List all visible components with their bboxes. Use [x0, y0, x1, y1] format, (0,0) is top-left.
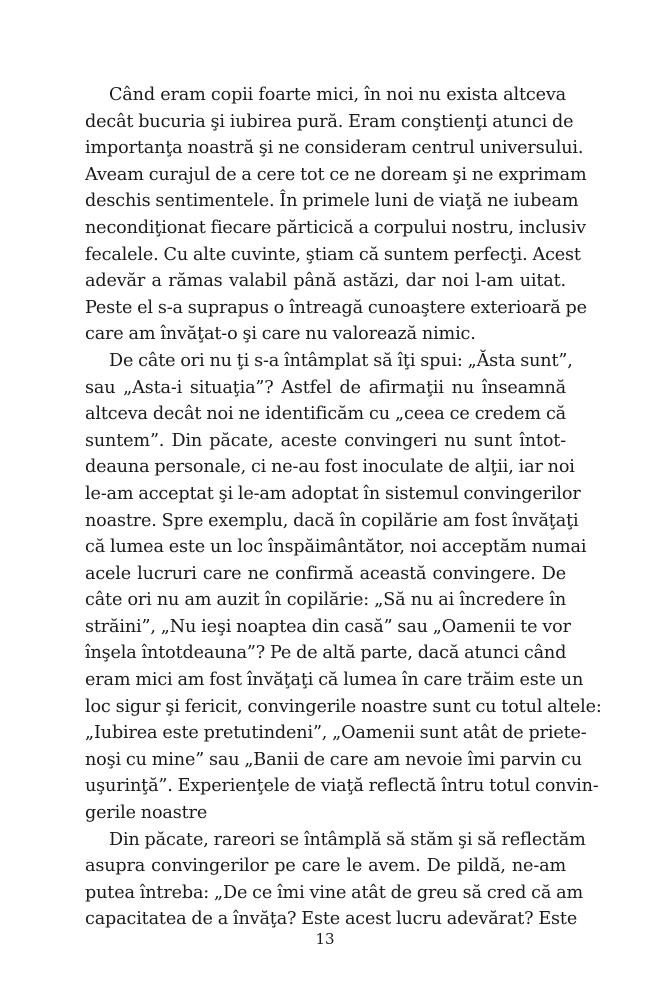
text-line: „Iubirea este pretutindeni”, „Oamenii sunt atât de priete- [85, 723, 587, 744]
text-line: uşurinţă”. Experienţele de viaţă reflectă întru totul convin- [85, 776, 599, 797]
paragraph-2 [85, 348, 602, 827]
text-line: Peste el s-a suprapus o întreagă cunoaştere exterioară pe [85, 297, 587, 318]
text-line: noşi cu mine” sau „Banii de care am nevoie îmi parvin cu [85, 749, 582, 770]
page-number: 13 [315, 930, 335, 948]
text-line: Când eram copii foarte mici, în noi nu exista altceva [109, 85, 566, 105]
body-text [85, 82, 602, 933]
text-line: că lumea este un loc înspăimântător, noi acceptăm numai [85, 537, 587, 558]
text-line: suntem”. Din păcate, aceste convingeri nu sunt întot- [85, 430, 566, 451]
text-line: decât bucuria şi iubirea pură. Eram conştienţi atunci de [85, 111, 574, 132]
text-line: Aveam curajul de a cere tot ce ne doream şi ne exprimam [85, 164, 587, 185]
text-line: necondiţionat fiecare părticică a corpului nostru, inclusiv [85, 217, 586, 238]
text-line: De câte ori nu ţi s-a întâmplat să îţi spui: „Ăsta sunt”, [109, 350, 573, 371]
text-line: noastre. Spre exemplu, dacă în copilărie am fost învăţaţi [85, 510, 579, 531]
text-line: le-am acceptat şi le-am adoptat în sistemul convingerilor [85, 483, 581, 504]
text-line: acele lucruri care ne confirmă această convingere. De [85, 563, 566, 584]
text-line: loc sigur şi fericit, convingerile noastre sunt cu totul altele: [85, 696, 602, 717]
text-line: sau „Asta-i situaţia”? Astfel de afirmaţii nu înseamnă [85, 377, 566, 398]
text-line: fecalele. Cu alte cuvinte, ştiam că suntem perfecţi. Acest [85, 244, 581, 265]
text-line: deschis sentimentele. În primele luni de viaţă ne iubeam [85, 191, 579, 212]
text-line: care am învăţat-o şi care nu valorează nimic. [85, 324, 476, 345]
text-line: asupra convingerilor pe care le avem. De pildă, ne-am [85, 856, 566, 877]
text-line: eram mici am fost învăţaţi că lumea în care trăim este un [85, 670, 584, 691]
text-line: Din păcate, rareori se întâmplă să stăm şi să reflectăm [109, 829, 586, 850]
text-line: importanţa noastră şi ne consideram centrul universului. [85, 138, 584, 159]
text-line: putea întreba: „De ce îmi vine atât de greu să cred că am [85, 882, 583, 903]
paragraph-1 [85, 82, 587, 348]
text-line: capacitatea de a învăţa? Este acest lucru adevărat? Este [85, 909, 578, 930]
text-line: străini”, „Nu ieşi noaptea din casă” sau „Oamenii te vor [85, 616, 571, 637]
text-line: înşela întotdeauna”? Pe de altă parte, dacă atunci când [85, 643, 567, 664]
paragraph-3 [85, 827, 586, 933]
text-line: câte ori nu am auzit în copilărie: „Să nu ai încredere în [85, 590, 566, 611]
text-line: gerile noastre [85, 803, 208, 824]
text-line: altceva decât noi ne identificăm cu „ceea ce credem că [85, 404, 566, 425]
text-line: adevăr a rămas valabil până astăzi, dar noi l-am uitat. [85, 271, 566, 292]
text-line: deauna personale, ci ne-au fost inoculate de alţii, iar noi [85, 457, 575, 478]
